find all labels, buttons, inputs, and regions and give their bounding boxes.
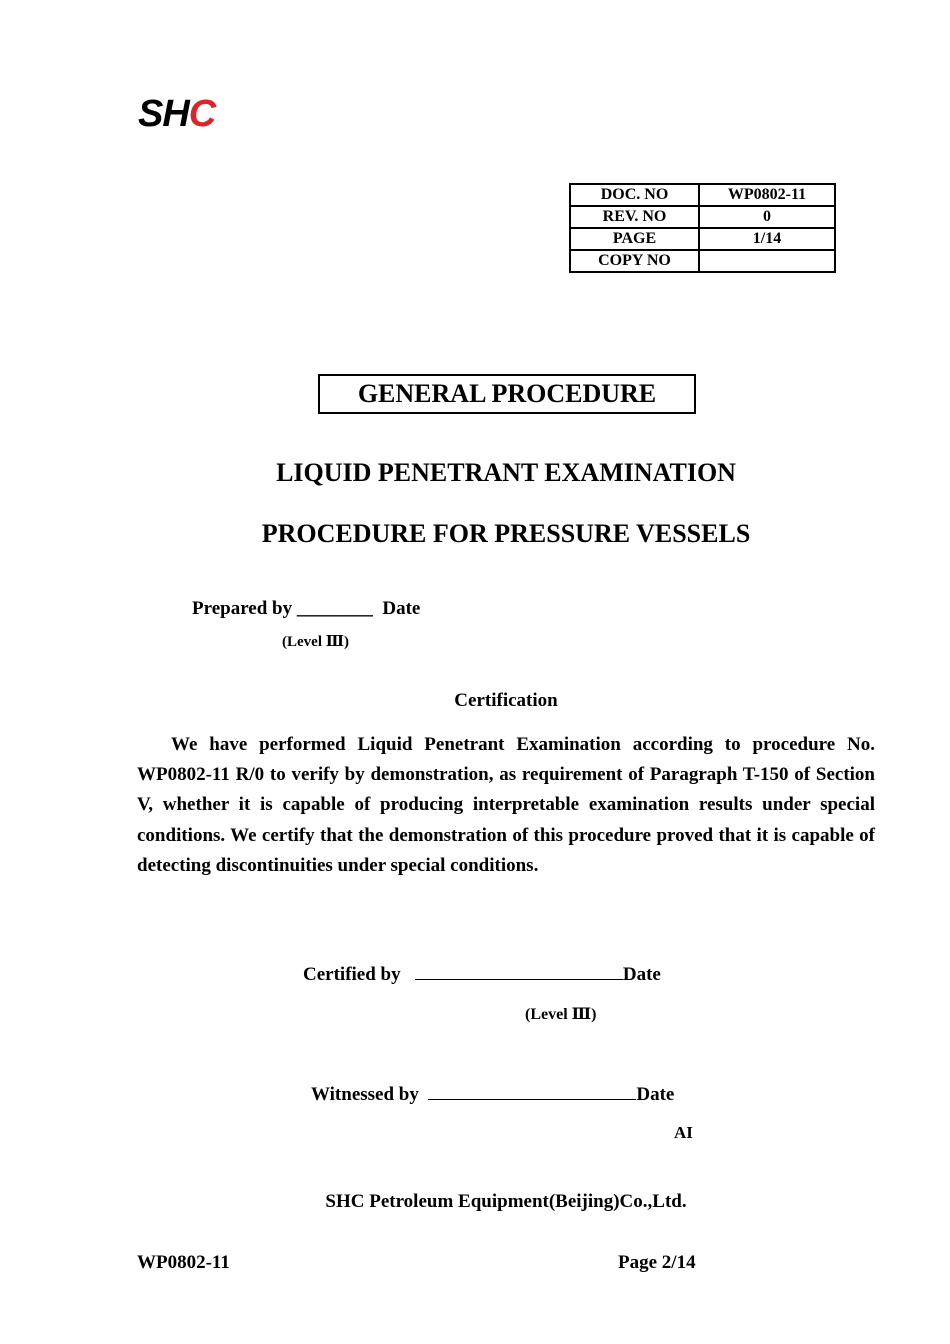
certified-signature-line [415,961,623,980]
document-title-line1: LIQUID PENETRANT EXAMINATION [276,458,736,487]
certification-body: We have performed Liquid Penetrant Examination according to procedure No. WP0802-11 R/0 to verify by demonstration, as requirement of Paragraph T-150 of Section V, whether it is capable of producing interpretable examination results under special conditions. We certify that the demonstration of this procedure proved that it is capable of detecting discontinuities under special conditions. [137,734,875,876]
table-row [570,250,835,272]
page-label: PAGE [570,228,699,250]
logo-accent-letter: C [188,93,216,135]
table-row [570,228,835,250]
prepared-by-line [192,598,420,620]
footer-page: Page 2/14 [618,1252,696,1273]
prepared-date-label: Date [382,598,421,619]
copy-no-label: COPY NO [570,250,699,272]
table-row [570,184,835,206]
doc-info-table [569,183,836,273]
page-value: 1/14 [699,228,835,250]
rev-no-value: 0 [699,206,835,228]
company-name: SHC Petroleum Equipment(Beijing)Co.,Ltd. [325,1191,687,1212]
prepared-by-blank: ________ [296,598,373,619]
general-procedure-box: GENERAL PROCEDURE [318,374,696,414]
table-row [570,206,835,228]
witnessed-date-label: Date [636,1084,675,1105]
certified-by-line [303,961,661,986]
certified-date-label: Date [622,964,661,985]
certified-by-label: Certified by [303,964,401,985]
certified-level: (Level Ⅲ) [525,1006,597,1023]
document-title-line2: PROCEDURE FOR PRESSURE VESSELS [261,519,751,548]
prepared-by-label: Prepared by [192,598,293,619]
logo-text: SH [138,93,189,135]
witnessed-by-label: Witnessed by [311,1084,419,1105]
doc-no-label: DOC. NO [570,184,699,206]
rev-no-label: REV. NO [570,206,699,228]
prepared-level: (Level Ⅲ) [282,634,349,650]
witness-role: AI [674,1123,693,1142]
company-logo [138,94,215,134]
copy-no-value [699,250,835,272]
footer-doc-no: WP0802-11 [137,1252,230,1273]
witnessed-by-line [311,1081,674,1106]
witnessed-signature-line [428,1081,636,1100]
certification-heading: Certification [454,690,558,711]
doc-no-value: WP0802-11 [699,184,835,206]
